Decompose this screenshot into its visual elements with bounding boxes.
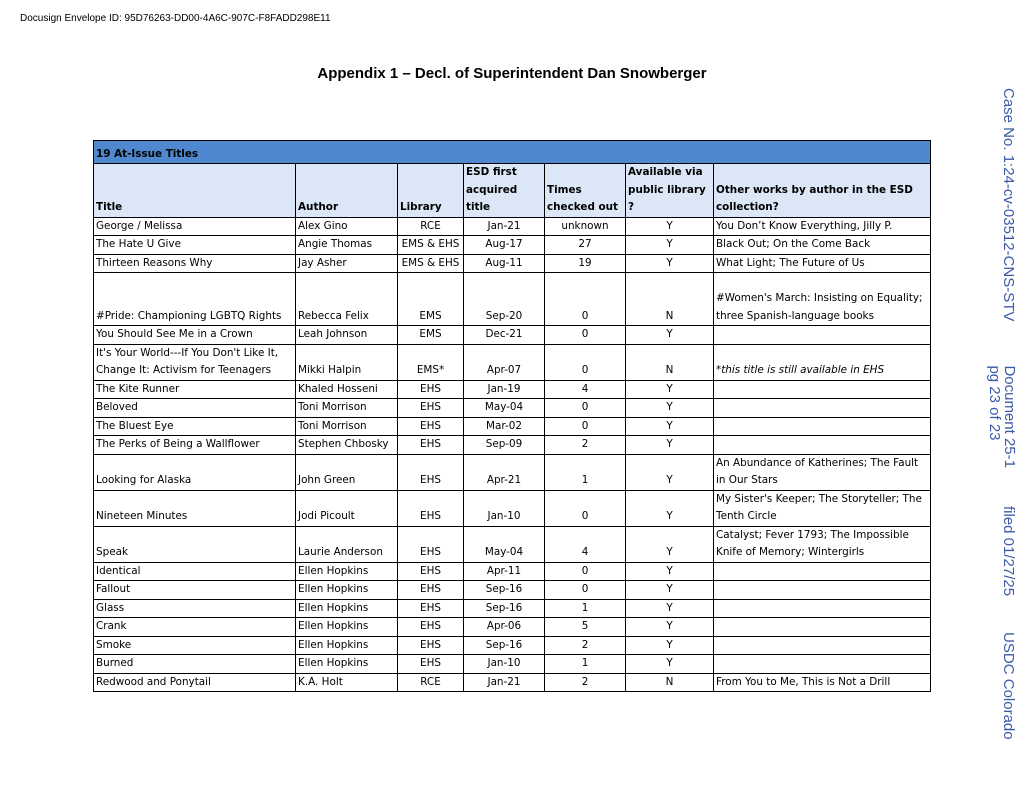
cell-available: N [626,273,714,326]
cell-checked-out: 1 [545,599,626,618]
cell-available: Y [626,454,714,490]
cell-acquired: Aug-11 [464,254,545,273]
cell-available: Y [626,490,714,526]
cell-acquired: Jan-10 [464,490,545,526]
table-row [94,490,931,526]
cell-author: Ellen Hopkins [296,655,398,674]
cell-acquired: Apr-07 [464,344,545,380]
cell-author: Khaled Hosseni [296,380,398,399]
docusign-envelope-id: Docusign Envelope ID: 95D76263-DD00-4A6C-907C-F8FADD298E11 [20,13,331,24]
cell-checked-out: 0 [545,344,626,380]
cell-author: Leah Johnson [296,326,398,345]
cell-other-works: You Don’t Know Everything, Jilly P. [714,217,931,236]
cell-acquired: Jan-21 [464,217,545,236]
cell-library: EMS [398,326,464,345]
cell-library: EHS [398,436,464,455]
cell-library: EMS & EHS [398,236,464,255]
cell-title: #Pride: Championing LGBTQ Rights [94,273,296,326]
table-row [94,380,931,399]
cell-available: Y [626,436,714,455]
stamp-document: Document 25-1 [1001,365,1018,468]
cell-author: Toni Morrison [296,417,398,436]
cell-title: The Bluest Eye [94,417,296,436]
cell-other-works [714,344,931,380]
cell-available: N [626,344,714,380]
cell-title: Burned [94,655,296,674]
table-row [94,655,931,674]
cell-library: EHS [398,417,464,436]
cell-acquired: Jan-10 [464,655,545,674]
at-issue-titles-table [93,140,931,692]
cell-title: George / Melissa [94,217,296,236]
cell-other-works [714,326,931,345]
table-row [94,454,931,490]
cell-library: EMS* [398,344,464,380]
cell-checked-out: 2 [545,673,626,692]
cell-author: Ellen Hopkins [296,636,398,655]
cell-checked-out: 2 [545,636,626,655]
cell-available: Y [626,254,714,273]
cell-library: RCE [398,673,464,692]
table-row [94,599,931,618]
cell-checked-out: 0 [545,273,626,326]
cell-title: Beloved [94,399,296,418]
cell-other-works [714,636,931,655]
cell-acquired: Apr-06 [464,618,545,637]
table-row [94,581,931,600]
cell-acquired: Apr-11 [464,562,545,581]
cell-acquired: May-04 [464,399,545,418]
cell-available: N [626,673,714,692]
cell-author: Alex Gino [296,217,398,236]
cell-checked-out: 4 [545,380,626,399]
cell-author: Laurie Anderson [296,526,398,562]
cell-available: Y [626,562,714,581]
cell-title: The Hate U Give [94,236,296,255]
cell-available: Y [626,636,714,655]
table-row [94,417,931,436]
cell-title: Glass [94,599,296,618]
cell-title: Fallout [94,581,296,600]
cell-title: Crank [94,618,296,637]
col-header-first-acquired: ESD first acquired title [464,164,545,218]
cell-checked-out: 0 [545,562,626,581]
cell-library: EMS [398,273,464,326]
cell-library: EHS [398,636,464,655]
table-header-row [94,164,931,218]
cell-author: Ellen Hopkins [296,599,398,618]
cell-title: Redwood and Ponytail [94,673,296,692]
cell-library: EHS [398,581,464,600]
cell-author: John Green [296,454,398,490]
cell-checked-out: 0 [545,326,626,345]
cell-checked-out: 1 [545,454,626,490]
col-header-other-works: Other works by author in the ESD collection? [714,164,931,218]
court-filing-stamp [987,88,1017,740]
cell-author: Rebecca Felix [296,273,398,326]
table-row [94,399,931,418]
cell-acquired: Sep-16 [464,636,545,655]
table-row [94,636,931,655]
cell-acquired: Sep-09 [464,436,545,455]
table-row [94,273,931,326]
cell-title: Smoke [94,636,296,655]
cell-library: EHS [398,562,464,581]
cell-other-works: An Abundance of Katherines; The Fault in Our Stars [714,454,931,490]
cell-author: Jodi Picoult [296,490,398,526]
table-row [94,217,931,236]
cell-checked-out: 4 [545,526,626,562]
cell-library: EHS [398,526,464,562]
col-header-public-library: Available via public library ? [626,164,714,218]
cell-checked-out: 0 [545,490,626,526]
table-row [94,673,931,692]
stamp-court: USDC Colorado [1000,632,1017,740]
cell-author: Angie Thomas [296,236,398,255]
cell-checked-out: 0 [545,581,626,600]
cell-acquired: Dec-21 [464,326,545,345]
cell-available: Y [626,399,714,418]
table-row [94,618,931,637]
cell-library: EHS [398,655,464,674]
table-row [94,562,931,581]
cell-acquired: Apr-21 [464,454,545,490]
cell-title: Identical [94,562,296,581]
cell-author: K.A. Holt [296,673,398,692]
cell-other-works: Black Out; On the Come Back [714,236,931,255]
cell-library: EHS [398,490,464,526]
cell-acquired: Sep-16 [464,581,545,600]
cell-title: The Kite Runner [94,380,296,399]
cell-acquired: Jan-19 [464,380,545,399]
col-header-times-checked-out: Times checked out [545,164,626,218]
col-header-author: Author [296,164,398,218]
cell-available: Y [626,417,714,436]
cell-author: Stephen Chbosky [296,436,398,455]
stamp-page: pg 23 of 23 [986,365,1003,441]
col-header-title: Title [94,164,296,218]
cell-checked-out: 2 [545,436,626,455]
cell-title: It's Your World---If You Don't Like It, Change It: Activism for Teenagers [94,344,296,380]
cell-available: Y [626,618,714,637]
stamp-filed-date: filed 01/27/25 [1000,506,1017,597]
cell-library: EHS [398,618,464,637]
cell-acquired: Sep-20 [464,273,545,326]
cell-other-works [714,581,931,600]
cell-library: EHS [398,454,464,490]
cell-title: Speak [94,526,296,562]
cell-other-works [714,562,931,581]
cell-library: EMS & EHS [398,254,464,273]
cell-title: Thirteen Reasons Why [94,254,296,273]
cell-other-works [714,399,931,418]
cell-acquired: Jan-21 [464,673,545,692]
cell-available: Y [626,655,714,674]
cell-other-works [714,436,931,455]
cell-other-works [714,655,931,674]
cell-checked-out: 1 [545,655,626,674]
table-body [94,217,931,692]
cell-acquired: Sep-16 [464,599,545,618]
stamp-case-number: Case No. 1:24-cv-03512-CNS-STV [1000,88,1017,322]
cell-other-works [714,599,931,618]
table-row [94,326,931,345]
availability-note: *this title is still available in EHS [716,364,885,376]
cell-other-works: My Sister's Keeper; The Storyteller; The Tenth Circle [714,490,931,526]
cell-title: Nineteen Minutes [94,490,296,526]
table-row [94,344,931,380]
cell-available: Y [626,380,714,399]
cell-acquired: Mar-02 [464,417,545,436]
cell-title: You Should See Me in a Crown [94,326,296,345]
cell-author: Mikki Halpin [296,344,398,380]
cell-other-works: Catalyst; Fever 1793; The Impossible Knife of Memory; Wintergirls [714,526,931,562]
cell-library: EHS [398,599,464,618]
cell-title: The Perks of Being a Wallflower [94,436,296,455]
cell-available: Y [626,526,714,562]
cell-author: Ellen Hopkins [296,618,398,637]
cell-checked-out: 19 [545,254,626,273]
cell-other-works: What Light; The Future of Us [714,254,931,273]
table-row [94,436,931,455]
cell-checked-out: unknown [545,217,626,236]
cell-other-works: #Women's March: Insisting on Equality; three Spanish-language books [714,273,931,326]
cell-other-works [714,417,931,436]
cell-library: EHS [398,380,464,399]
cell-title: Looking for Alaska [94,454,296,490]
cell-other-works: From You to Me, This is Not a Drill [714,673,931,692]
cell-acquired: Aug-17 [464,236,545,255]
cell-author: Ellen Hopkins [296,562,398,581]
page-title: Appendix 1 – Decl. of Superintendent Dan Snowberger [317,65,707,82]
table-banner: 19 At-Issue Titles [94,141,931,164]
table-row [94,254,931,273]
cell-checked-out: 0 [545,399,626,418]
cell-author: Jay Asher [296,254,398,273]
cell-acquired: May-04 [464,526,545,562]
table-row [94,526,931,562]
cell-author: Toni Morrison [296,399,398,418]
cell-library: EHS [398,399,464,418]
cell-author: Ellen Hopkins [296,581,398,600]
cell-available: Y [626,217,714,236]
cell-other-works [714,380,931,399]
stamp-document-group [987,365,1017,468]
table-row [94,236,931,255]
col-header-library: Library [398,164,464,218]
cell-checked-out: 5 [545,618,626,637]
cell-checked-out: 0 [545,417,626,436]
table-banner-row [94,141,931,164]
cell-available: Y [626,581,714,600]
cell-other-works [714,618,931,637]
cell-available: Y [626,326,714,345]
cell-checked-out: 27 [545,236,626,255]
cell-available: Y [626,236,714,255]
cell-library: RCE [398,217,464,236]
cell-available: Y [626,599,714,618]
